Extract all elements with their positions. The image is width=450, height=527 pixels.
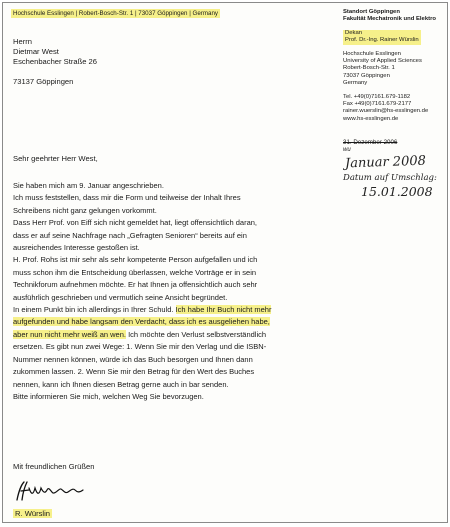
letter-salutation: Sehr geehrter Herr West, xyxy=(13,154,98,163)
highlighted-text: aber nun nicht mehr weiß an wen. xyxy=(13,329,126,339)
body-line: ausführlich geschrieben und vermutlich seine Ansicht begründet. xyxy=(13,292,228,302)
sender-faculty: Fakultät Mechatronik und Elektro xyxy=(343,16,436,23)
sender-email: rainer.wuerslin@hs-esslingen.de xyxy=(343,108,429,115)
body-line: nennen, kann ich Ihnen diesen Betrag gerne auch in bar senden. xyxy=(13,379,229,389)
body-line: Sie haben mich am 9. Januar angeschrieben. xyxy=(13,181,164,190)
sender-info-block xyxy=(343,9,448,123)
sender-country: Germany xyxy=(343,80,368,87)
sender-location: Standort Göppingen xyxy=(343,9,400,15)
sender-role: Dekan xyxy=(345,29,363,36)
letter-closing: Mit freundlichen Grüßen xyxy=(13,462,95,471)
date-correction-initials: wu xyxy=(343,147,351,153)
sender-dean-highlight xyxy=(343,30,421,45)
sender-person: Prof. Dr.-Ing. Rainer Würslin xyxy=(345,37,419,44)
recipient-name: Dietmar West xyxy=(13,47,59,56)
recipient-address xyxy=(13,37,97,87)
body-line: Technikforum aufnehmen möchte. Er hat Ihnen ja offensichtlich auch sehr xyxy=(13,280,258,290)
letter-page xyxy=(2,2,448,523)
body-line: Dass Herr Prof. von Eiff sich nicht gemeldet hat, liegt offensichtlich daran, xyxy=(13,218,258,228)
sender-return-line: Hochschule Esslingen | Robert-Bosch-Str. 1 | 73037 Göppingen | Germany xyxy=(13,10,218,17)
highlighted-text: Ich habe Ihr Buch nicht mehr xyxy=(175,305,272,315)
letter-body xyxy=(13,180,343,403)
body-line: zukommen lassen. 2. Wenn Sie mir den Betrag für den Wert des Buches xyxy=(13,367,255,377)
handwritten-received-label: Datum auf Umschlag: xyxy=(343,173,437,183)
handwritten-received-date: 15.01.2008 xyxy=(361,184,433,199)
body-line: ausreichendes Interesse gestoßen ist. xyxy=(13,243,140,253)
body-line-highlighted xyxy=(13,304,343,316)
body-line: H. Prof. Rohs ist mir sehr als sehr kompetente Person aufgefallen und ich xyxy=(13,255,258,265)
sender-institution: Hochschule Esslingen xyxy=(343,50,401,57)
printed-date-struck: 31. Dezember 2006 xyxy=(343,139,398,146)
body-line: dass er auf seine Nachfrage nach „Gefragten Senioren“ bereits auf ein xyxy=(13,230,247,240)
body-line: Schreibens nicht ganz gelungen vorkommt. xyxy=(13,205,157,215)
sender-fax: Fax +49(0)7161.679-2177 xyxy=(343,101,412,108)
body-line-highlighted xyxy=(13,316,343,328)
body-line: Nummer nennen können, würde ich das Buch besorgen und Ihnen dann xyxy=(13,354,253,364)
sender-city: 73037 Göppingen xyxy=(343,72,390,79)
highlighted-text: aufgefunden und habe langsam den Verdacht, dass ich es ausgeliehen habe, xyxy=(13,317,270,327)
body-line: muss schon ihm die Entscheidung überlassen, welche Vorträge er in sein xyxy=(13,267,257,277)
body-text-fragment: Ich möchte den Verlust selbstverständlich xyxy=(125,329,267,339)
recipient-salutation-line: Herrn xyxy=(13,37,32,46)
recipient-street: Eschenbacher Straße 26 xyxy=(13,57,98,66)
sender-web: www.hs-esslingen.de xyxy=(343,115,399,122)
recipient-city: 73137 Göppingen xyxy=(13,77,74,86)
sender-street: Robert-Bosch-Str. 1 xyxy=(343,65,395,72)
sender-phone: Tel. +49(0)7161.679-1182 xyxy=(343,93,411,100)
signer-name: R. Würslin xyxy=(15,509,51,518)
sender-institution-en: University of Applied Sciences xyxy=(343,58,422,65)
body-text-fragment: In einem Punkt bin ich allerdings in Ihrer Schuld. xyxy=(13,305,176,315)
handwritten-date: Januar 2008 xyxy=(344,153,427,172)
body-line: Ich muss feststellen, dass mir die Form und teilweise der Inhalt Ihres xyxy=(13,193,241,203)
body-line: ersetzen. Es gibt nun zwei Wege: 1. Wenn Sie mir den Verlag und die ISBN- xyxy=(13,342,267,352)
body-line-highlighted xyxy=(13,329,343,341)
signature-image xyxy=(13,478,133,506)
body-line: Bitte informieren Sie mich, welchen Weg Sie bevorzugen. xyxy=(13,391,204,401)
